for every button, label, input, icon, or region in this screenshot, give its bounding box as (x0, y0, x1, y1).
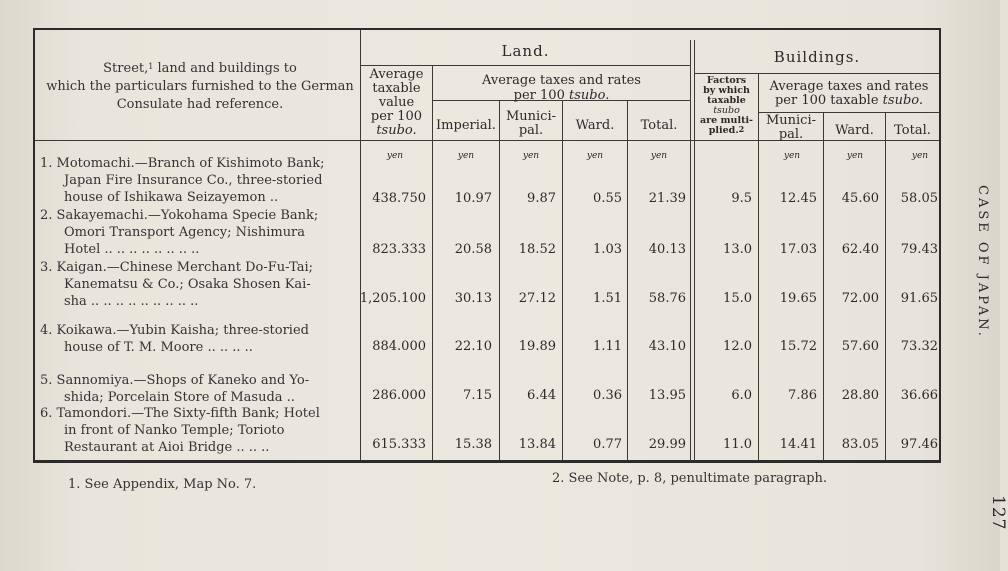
row-description-line: Restaurant at Aioi Bridge .. .. .. (64, 440, 270, 455)
row-description (40, 372, 360, 406)
row-description (40, 405, 360, 456)
table-cell: 615.333 (372, 437, 426, 452)
table-cell: 1.51 (593, 291, 622, 306)
row-description-line: 5. Sannomiya.—Shops of Kaneko and Yo- (40, 373, 310, 388)
table-cell: 73.32 (900, 339, 938, 354)
unit-yen-label: yen (650, 151, 668, 161)
table-cell: 13.95 (648, 388, 686, 403)
footnote-2: 2. See Note, p. 8, penultimate paragraph. (552, 471, 828, 486)
unit-yen-label: yen (783, 151, 801, 161)
table-cell: 1,205.100 (359, 291, 426, 306)
unit-yen-label: yen (846, 151, 864, 161)
row-description-line: 3. Kaigan.—Chinese Merchant Do-Fu-Tai; (40, 260, 314, 275)
table-cell: 1.03 (593, 242, 622, 257)
col-bld-municipal: Munici- pal. (765, 113, 817, 142)
table-cell: 43.10 (648, 339, 686, 354)
row-description (40, 259, 360, 310)
table-cell: 19.65 (779, 291, 817, 306)
row-description (40, 207, 360, 258)
buildings-taxes-header: Average taxes and rates per 100 taxable tsubo. (769, 79, 929, 108)
col-rule (823, 112, 824, 461)
table-cell: 30.13 (454, 291, 492, 306)
table-cell: 6.0 (731, 388, 752, 403)
table-cell: 79.43 (900, 242, 938, 257)
row-description-line: Omori Transport Agency; Nishimura (64, 225, 306, 240)
table-cell: 40.13 (648, 242, 686, 257)
table-cell: 29.99 (648, 437, 686, 452)
table-cell: 36.66 (900, 388, 938, 403)
table-cell: 438.750 (372, 191, 426, 206)
table-cell: 9.87 (527, 191, 556, 206)
table-cell: 18.52 (518, 242, 556, 257)
col-land-municipal: Munici- pal. (505, 109, 557, 138)
land-title: Land. (501, 42, 550, 60)
row-description-line: house of T. M. Moore .. .. .. .. (64, 340, 253, 355)
table-cell: 0.55 (593, 191, 622, 206)
table-cell: 286.000 (372, 388, 426, 403)
unit-yen-label: yen (457, 151, 475, 161)
table-cell: 62.40 (841, 242, 879, 257)
table-cell: 14.41 (779, 437, 817, 452)
unit-yen-label: yen (911, 151, 929, 161)
table-cell: 45.60 (841, 191, 879, 206)
table-cell: 13.0 (723, 242, 752, 257)
street-column-header: Street,$^1$ land and buildings to which the particulars furnished to the German Consulate had reference. (46, 61, 354, 112)
table-cell: 0.36 (593, 388, 622, 403)
table-cell: 28.80 (841, 388, 879, 403)
table-cell: 11.0 (723, 437, 752, 452)
table-cell: 15.0 (723, 291, 752, 306)
table-cell: 884.000 (372, 339, 426, 354)
col-land-total: Total. (640, 118, 678, 133)
table-cell: 9.5 (731, 191, 752, 206)
table-cell: 17.03 (779, 242, 817, 257)
row-description-line: sha .. .. .. .. .. .. .. .. .. (64, 294, 199, 309)
table-cell: 58.05 (900, 191, 938, 206)
table-cell: 72.00 (841, 291, 879, 306)
footnote-1: 1. See Appendix, Map No. 7. (68, 477, 257, 492)
row-description-line: Kanematsu & Co.; Osaka Shosen Kai- (64, 277, 311, 292)
table-cell: 15.72 (779, 339, 817, 354)
col-imperial: Imperial. (436, 118, 496, 133)
col-rule (499, 100, 500, 461)
row-description-line: in front of Nanko Temple; Torioto (64, 423, 285, 438)
unit-yen-label: yen (586, 151, 604, 161)
col-rule (562, 100, 563, 461)
table-cell: 12.0 (723, 339, 752, 354)
col-bld-ward: Ward. (835, 123, 874, 138)
row-description-line: 2. Sakayemachi.—Yokohama Specie Bank; (40, 208, 319, 223)
table-cell: 0.77 (593, 437, 622, 452)
table-cell: 12.45 (779, 191, 817, 206)
col-rule (885, 112, 886, 461)
row-description-line: 1. Motomachi.—Branch of Kishimoto Bank; (40, 156, 325, 171)
col-rule (627, 100, 628, 461)
table-cell: 57.60 (841, 339, 879, 354)
row-description (40, 322, 360, 356)
page-number: 127 (988, 495, 1008, 531)
row-rule (695, 73, 939, 74)
running-head: CASE OF JAPAN. (975, 185, 990, 339)
row-description-line: house of Ishikawa Seizayemon .. (64, 190, 279, 205)
table-cell: 83.05 (841, 437, 879, 452)
land-taxes-header: Average taxes and rates per 100 tsubo. (482, 73, 641, 103)
table-cell: 6.44 (527, 388, 556, 403)
row-description-line: 4. Koikawa.—Yubin Kaisha; three-storied (40, 323, 309, 338)
unit-yen-label: yen (522, 151, 540, 161)
table-cell: 21.39 (648, 191, 686, 206)
row-description-line: Hotel .. .. .. .. .. .. .. .. (64, 242, 200, 257)
unit-yen-label: yen (386, 151, 404, 161)
col-bld-total: Total. (894, 123, 931, 138)
row-rule (361, 65, 690, 66)
avg-taxable-header: Average taxable value per 100 tsubo. (369, 67, 424, 138)
table-cell: 1.11 (593, 339, 622, 354)
table-cell: 97.46 (900, 437, 938, 452)
table-cell: 823.333 (372, 242, 426, 257)
factors-header: Factors by which taxable tsubo are multi- plied.$^2$ (699, 75, 754, 136)
table-cell: 91.65 (900, 291, 938, 306)
table-cell: 15.38 (454, 437, 492, 452)
buildings-title: Buildings. (773, 48, 861, 66)
row-description-line: shida; Porcelain Store of Masuda .. (64, 390, 295, 405)
row-description-line: 6. Tamondori.—The Sixty-fifth Bank; Hotel (40, 406, 320, 421)
table-cell: 58.76 (648, 291, 686, 306)
col-land-ward: Ward. (575, 118, 615, 133)
row-description (40, 155, 360, 206)
table-cell: 10.97 (454, 191, 492, 206)
table-cell: 22.10 (454, 339, 492, 354)
table-cell: 13.84 (518, 437, 556, 452)
table-cell: 27.12 (518, 291, 556, 306)
table-cell: 20.58 (454, 242, 492, 257)
table-cell: 7.86 (788, 388, 817, 403)
table-cell: 19.89 (518, 339, 556, 354)
table-cell: 7.15 (463, 388, 492, 403)
row-description-line: Japan Fire Insurance Co., three-storied (64, 173, 323, 188)
